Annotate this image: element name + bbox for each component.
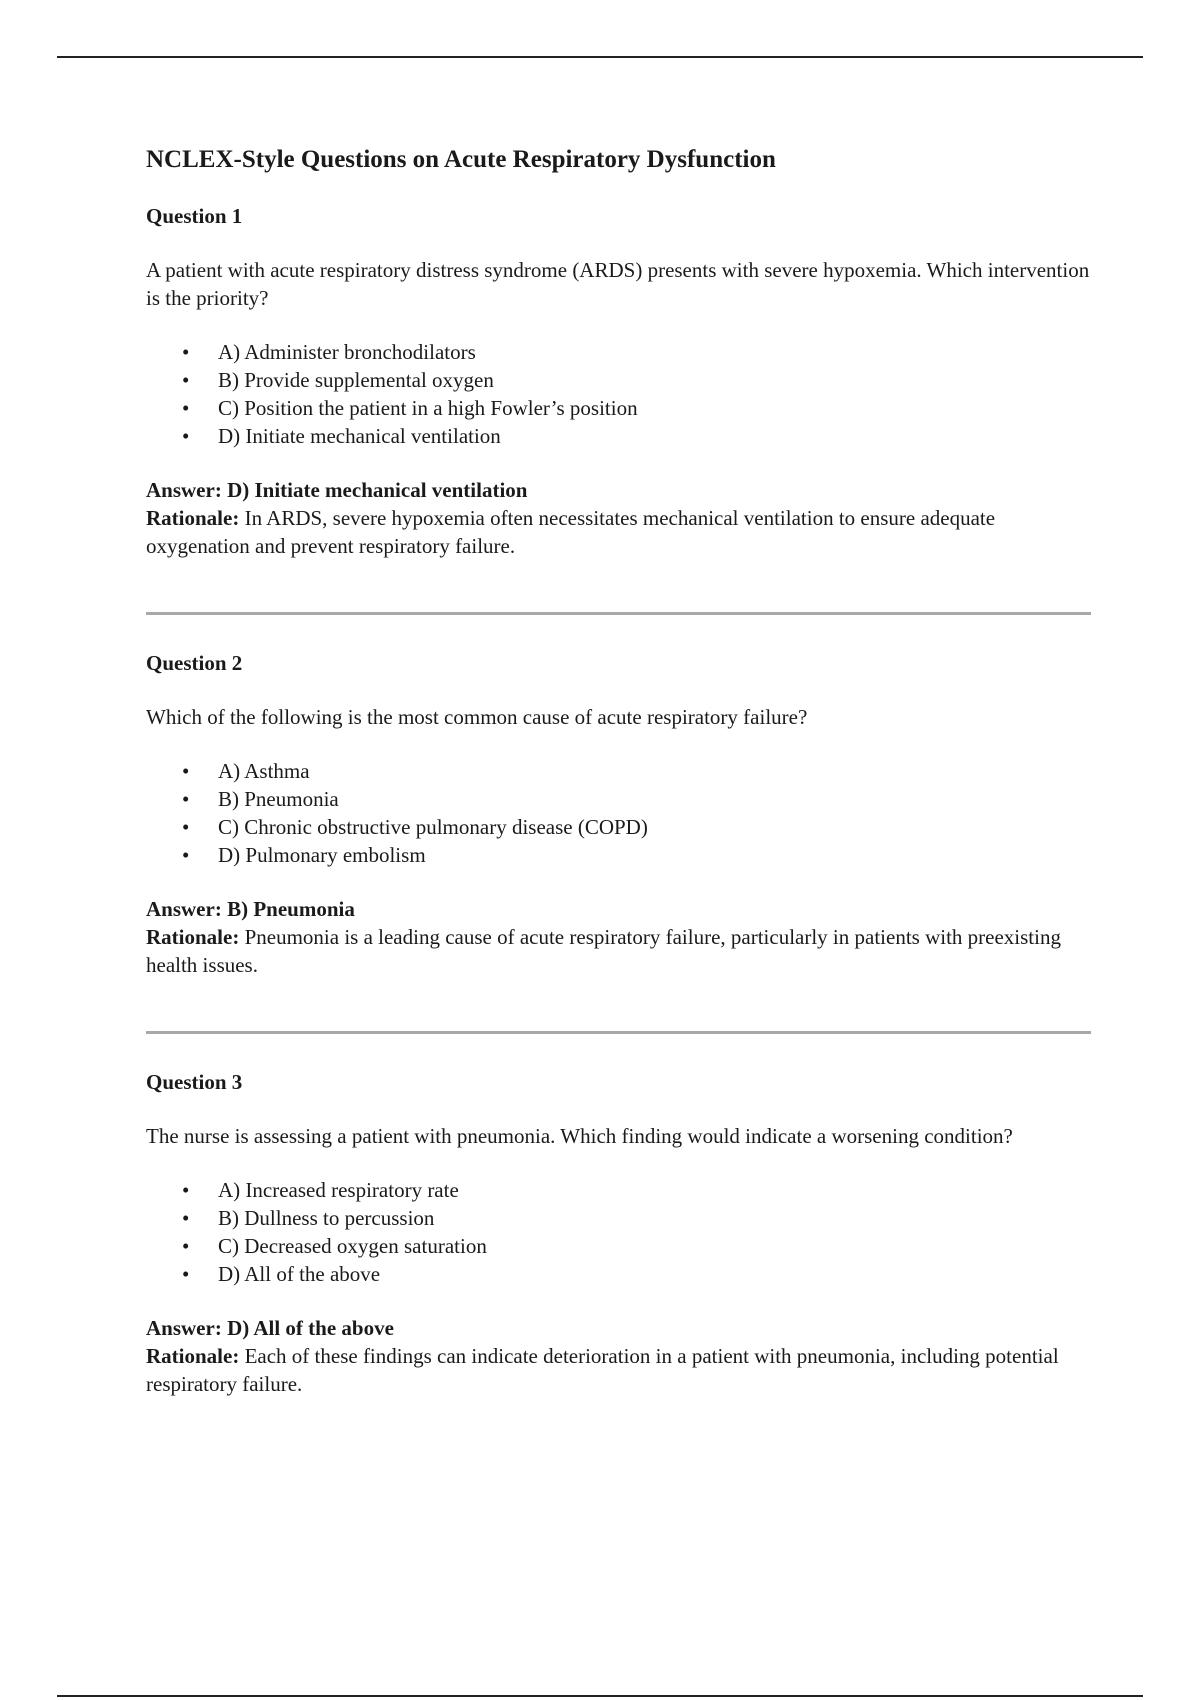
document-title: NCLEX-Style Questions on Acute Respiratory Dysfunction — [146, 146, 776, 173]
bullet-icon: • — [182, 1234, 190, 1258]
question-1 — [146, 202, 1091, 560]
option-d: • D) Pulmonary embolism — [182, 843, 426, 867]
answer-line: Answer: D) Initiate mechanical ventilation — [146, 478, 528, 502]
answer-options — [146, 338, 1091, 450]
option-c: • C) Decreased oxygen saturation — [182, 1234, 487, 1258]
bullet-icon: • — [182, 396, 190, 420]
page-top-rule — [57, 56, 1143, 58]
answer-options — [146, 757, 1091, 869]
rationale-text: Pneumonia is a leading cause of acute respiratory failure, particularly in patients with preexisting health issues. — [146, 925, 1061, 977]
option-d: • D) All of the above — [182, 1262, 381, 1286]
bullet-icon: • — [182, 368, 190, 392]
rationale-line — [146, 504, 1091, 560]
rationale-line — [146, 1342, 1091, 1398]
option-a: • A) Increased respiratory rate — [182, 1178, 459, 1202]
section-divider — [146, 1031, 1091, 1034]
bullet-icon: • — [182, 759, 190, 783]
bullet-icon: • — [182, 1262, 190, 1286]
bullet-icon: • — [182, 1206, 190, 1230]
question-text: Which of the following is the most common cause of acute respiratory failure? — [146, 705, 808, 729]
option-a: • A) Administer bronchodilators — [182, 340, 476, 364]
rationale-text: In ARDS, severe hypoxemia often necessitates mechanical ventilation to ensure adequate oxygenation and prevent respiratory failure. — [146, 506, 996, 558]
bullet-icon: • — [182, 815, 190, 839]
rationale-line — [146, 923, 1091, 979]
answer-line: Answer: D) All of the above — [146, 1316, 394, 1340]
document-body — [146, 144, 1091, 1398]
question-text: A patient with acute respiratory distress syndrome (ARDS) presents with severe hypoxemia. Which intervention is the priority? — [146, 258, 1090, 310]
option-c: • C) Position the patient in a high Fowler’s position — [182, 396, 638, 420]
question-text: The nurse is assessing a patient with pneumonia. Which finding would indicate a worsening condition? — [146, 1124, 1013, 1148]
bullet-icon: • — [182, 787, 190, 811]
option-d: • D) Initiate mechanical ventilation — [182, 424, 501, 448]
option-b: • B) Provide supplemental oxygen — [182, 368, 494, 392]
bullet-icon: • — [182, 843, 190, 867]
option-b: • B) Dullness to percussion — [182, 1206, 435, 1230]
bullet-icon: • — [182, 424, 190, 448]
bullet-icon: • — [182, 340, 190, 364]
page-bottom-rule — [57, 1695, 1143, 1697]
question-2 — [146, 649, 1091, 979]
option-a: • A) Asthma — [182, 759, 310, 783]
answer-line: Answer: B) Pneumonia — [146, 897, 355, 921]
bullet-icon: • — [182, 1178, 190, 1202]
rationale-label: Rationale: — [146, 506, 240, 530]
question-heading: Question 1 — [146, 204, 243, 228]
option-c: • C) Chronic obstructive pulmonary disease (COPD) — [182, 815, 648, 839]
rationale-label: Rationale: — [146, 925, 240, 949]
section-divider — [146, 612, 1091, 615]
answer-options — [146, 1176, 1091, 1288]
option-b: • B) Pneumonia — [182, 787, 339, 811]
rationale-text: Each of these findings can indicate deterioration in a patient with pneumonia, including potential respiratory failure. — [146, 1344, 1059, 1396]
question-heading: Question 2 — [146, 651, 243, 675]
rationale-label: Rationale: — [146, 1344, 240, 1368]
question-3 — [146, 1068, 1091, 1398]
question-heading: Question 3 — [146, 1070, 243, 1094]
